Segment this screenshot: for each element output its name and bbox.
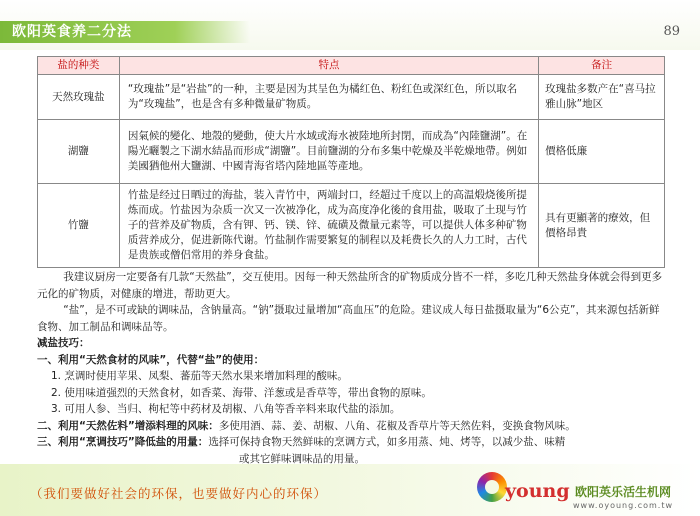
salt-note: 具有更顯著的療效，但價格昂貴 (539, 184, 665, 268)
logo-wordmark: young (505, 480, 570, 502)
table-row (38, 75, 665, 120)
oyoung-logo (477, 472, 682, 512)
salt-types-table (37, 56, 665, 268)
page-number: 89 (663, 24, 680, 39)
tip-1-item: 2. 使用味道强烈的天然食材，如香菜、海带、洋葱或是香草等，带出食物的原味。 (51, 386, 432, 399)
column-header-notes: 备注 (539, 57, 665, 75)
table-header-row (38, 57, 665, 75)
body-text (37, 269, 667, 467)
logo-chinese-name: 欧阳英乐活生机网 (575, 485, 672, 499)
salt-features: 因氣候的變化、地殼的變動，使大片水域或海水被陸地所封閉，而成為“內陸鹽湖”。在陽光曬製之下湖水結晶而形成“湖鹽”。目前鹽湖的分布多集中乾燥及半乾燥地帶。例如美國猶他州大鹽湖、中國青海省塔內陸地區等產地。 (119, 120, 538, 184)
tip-2 (37, 418, 667, 435)
salt-name: 竹鹽 (38, 184, 120, 268)
salt-note: 玫瑰盐多数产在“喜马拉雅山脉”地区 (539, 75, 665, 120)
salt-name: 湖鹽 (38, 120, 120, 184)
paragraph-sodium: “盐”，是不可或缺的调味品，含钠量高。“钠”摄取过量增加“高血压”的危险。建议成人每日盐摄取量为“6公克”，其来源包括新鲜食物、加工制品和调味品等。 (37, 304, 660, 333)
footer-slogan: （我们要做好社会的环保，也要做好内心的环保） (30, 486, 328, 501)
column-header-salt-type: 盐的种类 (38, 57, 120, 75)
page-title: 欧阳英食养二分法 (12, 24, 132, 40)
table-row (38, 184, 665, 268)
tip-1-item: 1. 烹调时使用苹果、凤梨、蕃茄等天然水果来增加料理的酸味。 (51, 370, 348, 382)
footer (0, 464, 700, 516)
tip-3 (37, 434, 667, 451)
tip-3-title: 三、利用“烹调技巧”降低盐的用量： (37, 436, 209, 448)
tip-3-continuation: 或其它鲜味调味品的用量。 (239, 452, 365, 465)
column-header-features: 特点 (119, 57, 538, 75)
header (0, 0, 700, 50)
tips-heading: 减盐技巧： (37, 337, 90, 349)
logo-url: www.oyoung.com.tw (573, 501, 674, 510)
paragraph-natural-salt: 我建议厨房一定要备有几款“天然盐”，交互使用。因每一种天然盐所含的矿物质成分皆不一样，多吃几种天然盐身体就会得到更多元化的矿物质，对健康的增进，帮助更大。 (37, 271, 663, 300)
tip-2-text: 多使用酒、蒜、姜、胡椒、八角、花椒及香草片等天然佐料，变换食物风味。 (218, 419, 576, 432)
tip-2-title: 二、利用“天然佐料”增添料理的风味： (37, 419, 219, 432)
tip-1-title: 一、利用“天然食材的风味”，代替“盐”的使用： (37, 353, 265, 366)
tip-3-text: 选择可保持食物天然鲜味的烹调方式，如多用蒸、炖、烤等，以减少盐、味精 (208, 436, 566, 448)
rainbow-o-icon (477, 472, 507, 502)
salt-features: “玫瑰盐”是“岩盐”的一种，主要是因为其呈色为橘红色、粉红色或深红色，所以取名为“玫瑰盐”，也是含有多种微量矿物质。 (119, 75, 538, 120)
salt-note: 價格低廉 (539, 120, 665, 184)
title-bar (0, 21, 250, 43)
salt-features: 竹盐是经过日晒过的海盐，装入青竹中，两端封口，经超过千度以上的高温煅烧後所提炼而成。竹盐因为杂质一次又一次被净化，成为高度净化後的食用盐，吸取了土现与竹子的营养及矿物质，含有钾、钙、镁、锌、硫磺及微量元素等，可以提供人体多种矿物质营养成分，促进新陈代谢。竹盐制作需要繁复的制程以及耗费长久的人力工时，古代是贵族或僧侣常用的养身食盐。 (119, 184, 538, 268)
tip-1-item: 3. 可用人参、当归、枸杞等中药材及胡椒、八角等香辛料来取代盐的添加。 (51, 403, 401, 415)
salt-name: 天然玫瑰盐 (38, 75, 120, 120)
table-row (38, 120, 665, 184)
